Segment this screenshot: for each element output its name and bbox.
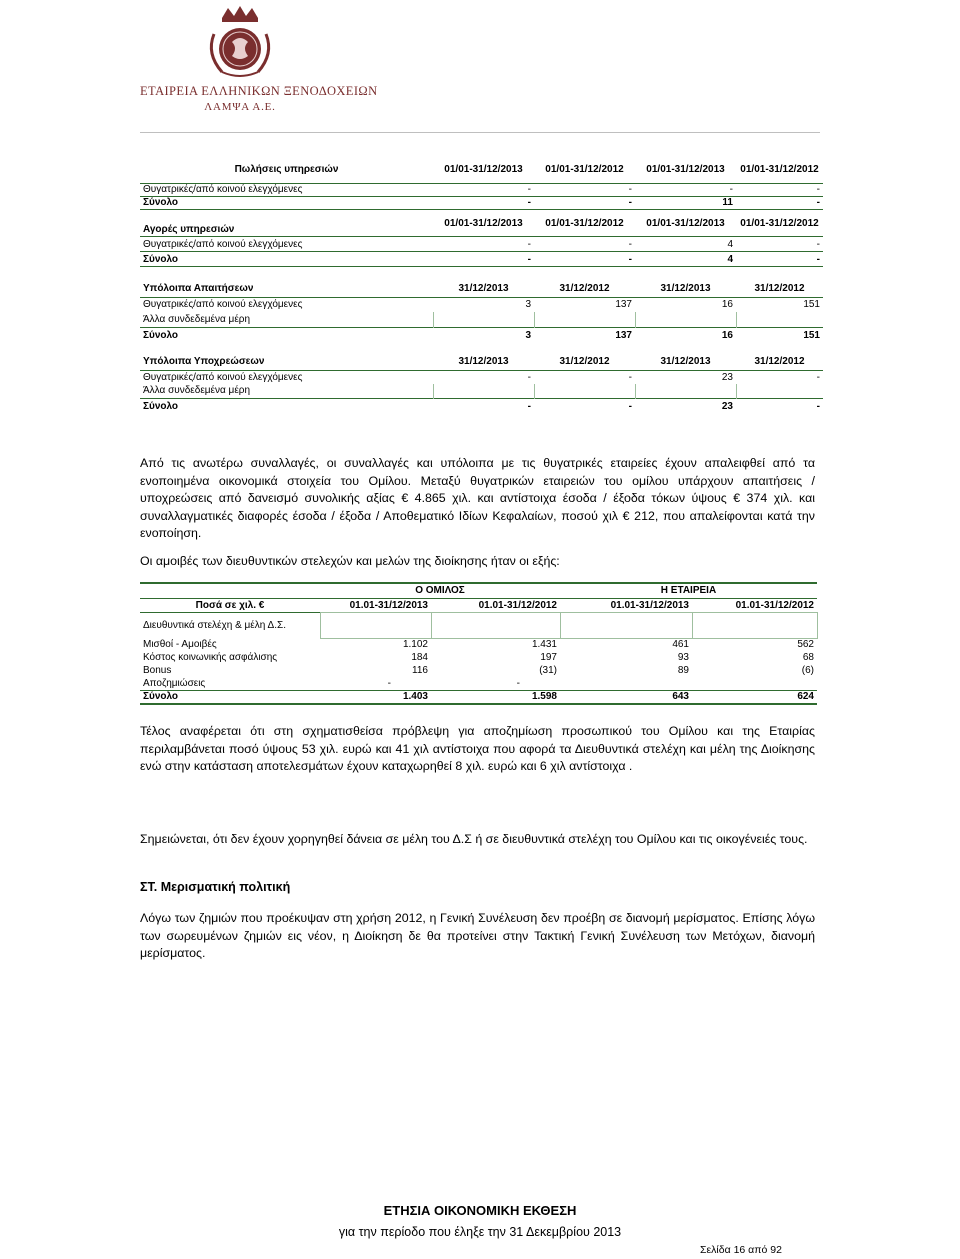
company-logo xyxy=(140,4,378,113)
sales-period: 01/01-31/12/2013 xyxy=(444,163,523,175)
company-name: ΕΤΑΙΡΕΙΑ ΕΛΛΗΝΙΚΩΝ ΞΕΝΟΔΟΧΕΙΩΝ xyxy=(140,84,378,98)
paragraph-compensation-intro: Οι αμοιβές των διευθυντικών στελεχών και μελών της διοίκησης ήταν οι εξής: xyxy=(140,554,560,568)
table-row-total: Σύνολο 1.403 1.598 643 624 xyxy=(140,690,817,704)
table-row-total: Σύνολο - - 23 - xyxy=(140,398,823,414)
table-row: Θυγατρικές/από κοινού ελεγχόμενες 3 137 16 151 xyxy=(140,297,823,312)
crest-icon xyxy=(192,4,288,82)
table-row: Θυγατρικές/από κοινού ελεγχόμενες - - 4 - xyxy=(140,237,823,252)
receivables-table: Υπόλοιπα Απαιτήσεων 31/12/2013 31/12/2012 31/12/2013 31/12/2012 Θυγατρικές/από κοινού ελεγχόμενες 3 137 16 151 Άλλα συνδεδεμένα μέρη Σύνολο 3 137 16 151 xyxy=(140,280,823,343)
footer-subtitle: για την περίοδο που έληξε την 31 Δεκεμβρίου 2013 xyxy=(338,1225,622,1239)
sales-table xyxy=(140,156,823,209)
paragraph-dividend: Λόγω των ζημιών που προέκυψαν στη χρήση 2012, η Γενική Συνέλευση δεν προέβη σε διανομή μερίσματος. Επίσης λόγω των σωρευμένων ζημιών εις νέον, η Διοίκηση δε θα προτείνει στην Τακτική Γενική Συνέλευση των Μετόχων, διανομή μερίσματος. xyxy=(140,911,815,960)
paragraph-severance: Τέλος αναφέρεται ότι στη σχηματισθείσα πρόβλεψη για αποζημίωση προσωπικού του Ομίλου και της Εταιρίας περιλαμβάνεται ποσό ύψους 53 χιλ. ευρώ και 41 χιλ αντίστοιχα που αφορά τα Διευθυντικά στελέχη και μέλη της Διοίκησης ενώ στην κατάσταση αποτελεσμάτων έχουν καταχωρηθεί 8 χιλ. ευρώ και 6 χιλ αντίστοιχα . xyxy=(140,724,815,773)
purchases-table: Αγορές υπηρεσιών 01/01-31/12/2013 01/01-31/12/2012 01/01-31/12/2013 01/01-31/12/2012 Θυγατρικές/από κοινού ελεγχόμενες - - 4 - Σύνολο - - 4 - xyxy=(140,209,823,267)
table-row-total: Σύνολο 3 137 16 151 xyxy=(140,327,823,343)
header-divider xyxy=(140,132,820,133)
sales-header-label: Πωλήσεις υπηρεσιών xyxy=(234,163,339,175)
payables-table: Υπόλοιπα Υποχρεώσεων 31/12/2013 31/12/2012 31/12/2013 31/12/2012 Θυγατρικές/από κοινού ελεγχόμενες - - 23 - Άλλα συνδεδεμένα μέρη Σύνολο - - 23 - xyxy=(140,354,823,414)
section-heading-dividend: ΣΤ. Μερισματική πολιτική xyxy=(140,880,291,894)
table-row: Κόστος κοινωνικής ασφάλισης 184 197 93 68 xyxy=(143,652,814,663)
sales-period: 01/01-31/12/2012 xyxy=(740,163,819,175)
table-row: Άλλα συνδεδεμένα μέρη xyxy=(140,312,823,327)
sales-period: 01/01-31/12/2013 xyxy=(646,163,725,175)
paragraph-eliminations: Από τις ανωτέρω συναλλαγές, οι συναλλαγές και υπόλοιπα με τις θυγατρικές εταιρείες έχουν απαλειφθεί από τα ενοποιημένα οικονομικά στοιχεία του Ομίλου. Μεταξύ θυγατρικών εταιρειών του ομίλου υπάρχουν απαιτήσεις / υποχρεώσεις από δανεισμό συνολικής αξίας € 4.865 χιλ. και αντίστοιχα έσοδα / έξοδα τόκων ύψους € 374 χιλ. και συναλλαγματικές διαφορές έσοδα / έξοδα / Αποθεματικό Ιδίων Κεφαλαίων, ποσού χιλ € 212, που απαλείφονται κατά την ενοποίηση. xyxy=(140,456,815,540)
compensation-table: Ο ΟΜΙΛΟΣ Η ΕΤΑΙΡΕΙΑ Ποσά σε χιλ. € 01.01-31/12/2013 01.01-31/12/2012 01.01-31/12/2013 01.01-31/12/2012 Διευθυντικά στελέχη & μέλη Δ.Σ. Μισθοί - Αμοιβές 1.102 1.431 461 562 Κόστος κοινωνικής ασφάλισης 184 197 93 68 Bonus 116 (31) 89 (6) Αποζημιώσεις - - Σύνολο 1.403 1.598 643 624 xyxy=(140,582,818,705)
group-header: Ο ΟΜΙΛΟΣ xyxy=(415,585,465,597)
amount-label: Ποσά σε χιλ. € xyxy=(195,599,265,611)
table-row: Αποζημιώσεις - - xyxy=(143,677,520,689)
sales-period: 01/01-31/12/2012 xyxy=(545,163,624,175)
purchases-header-label: Αγορές υπηρεσιών xyxy=(143,223,235,235)
table-row: Bonus 116 (31) 89 (6) xyxy=(143,665,814,676)
table-row: Θυγατρικές/από κοινού ελεγχόμενες - - 23 - xyxy=(140,370,823,384)
company-subname: ΛΑΜΨΑ Α.Ε. xyxy=(204,101,276,113)
footer-title: ΕΤΗΣΙΑ ΟΙΚΟΝΟΜΙΚΗ ΕΚΘΕΣΗ xyxy=(383,1203,577,1218)
table-row: Μισθοί - Αμοιβές 1.102 1.431 461 562 xyxy=(143,639,814,651)
table-row-total: Σύνολο - - 11 - xyxy=(140,196,823,209)
company-header: Η ΕΤΑΙΡΕΙΑ xyxy=(660,585,717,597)
table-row: Θυγατρικές/από κοινού ελεγχόμενες - - - - xyxy=(140,183,823,196)
table-row: Διευθυντικά στελέχη & μέλη Δ.Σ. xyxy=(140,612,817,638)
table-row-total: Σύνολο - - 4 - xyxy=(140,252,823,267)
page-number: Σελίδα 16 από 92 xyxy=(700,1244,782,1256)
paragraph-loans: Σημειώνεται, ότι δεν έχουν χορηγηθεί δάνεια σε μέλη του Δ.Σ ή σε διευθυντικά στελέχη του Ομίλου και τις οικογένειές τους. xyxy=(140,832,808,846)
table-row: Άλλα συνδεδεμένα μέρη xyxy=(140,384,823,398)
